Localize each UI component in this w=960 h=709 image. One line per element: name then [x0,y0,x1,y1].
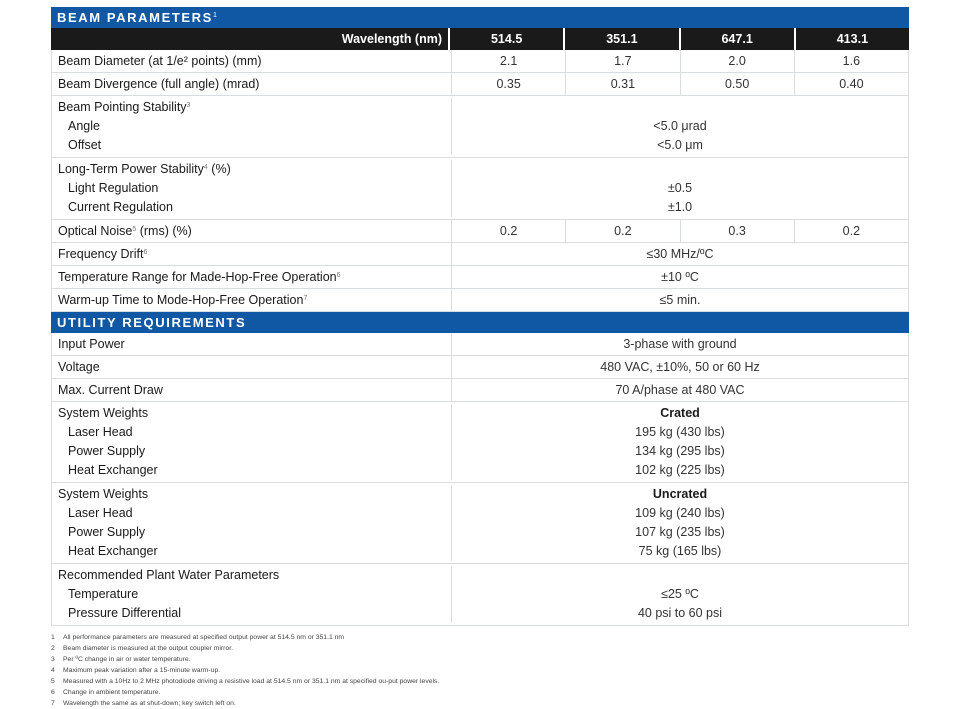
wavelength-col: 514.5 [448,28,563,50]
row-label: Beam Diameter (at 1/e² points) (mm) [52,50,452,72]
table-row [52,289,908,312]
table-cell: ≤30 MHz/ºC [646,247,714,261]
row-label-group [52,160,452,217]
footnote-ref: 7 [303,295,308,302]
table-cell: 0.3 [681,220,795,242]
row-label-group [52,98,452,155]
column-subheading: Uncrated [652,487,708,501]
row-label: Beam Pointing Stability [58,100,187,114]
wavelength-header-row [51,28,909,50]
table-cell: 40 psi to 60 psi [637,606,723,620]
footnote: 2 Beam diameter is measured at the output coupler mirror. [51,645,234,652]
table-cell: 70 A/phase at 480 VAC [615,383,745,397]
table-cell: 0.2 [842,224,861,238]
table-row [52,266,908,289]
table-cell: 0.2 [566,220,680,242]
footnotes [51,632,439,709]
wavelength-label: Wavelength (nm) [341,32,442,46]
sub-label: Current Regulation [68,200,173,214]
table-row [52,96,908,158]
footnote: 1 All performance parameters are measured at specified output power at 514.5 nm or 351.1 nm [51,634,345,641]
sub-label: Light Regulation [68,181,159,195]
table-row [52,564,908,626]
row-label: Voltage [52,356,452,378]
footnote-ref: 3 [186,102,191,109]
table-row [52,483,908,564]
table-row [52,333,908,356]
value-group [452,566,908,623]
value-group [452,485,908,561]
table-cell: ≤5 min. [659,293,701,307]
table-row [52,73,908,96]
sub-label: Laser Head [68,425,133,439]
row-label: Long-Term Power Stability [58,162,204,176]
footnote-ref: 4 [203,164,208,171]
table-row [52,402,908,483]
row-label-group [52,566,452,623]
utility-requirements-body [51,333,909,626]
beam-parameters-title: BEAM PARAMETERS [57,10,213,25]
unit-label: (%) [207,162,231,176]
row-label-group [52,404,452,480]
table-cell: 75 kg (165 lbs) [638,544,722,558]
table-row [52,379,908,402]
table-cell: 1.6 [842,54,861,68]
sub-label: Angle [68,119,100,133]
table-cell: 102 kg (225 lbs) [635,463,725,477]
utility-requirements-heading [51,312,909,333]
footnote-ref: 5 [132,226,137,233]
row-label: Optical Noise$^5$ (rms) (%) [52,220,452,242]
footnote: 4 Maximum peak variation after a 15-minute warm-up. [51,667,221,674]
row-label: Recommended Plant Water Parameters [58,568,280,582]
footnote: 3 Per ºC change in air or water temperature. [51,656,191,663]
table-cell: 3-phase with ground [623,337,737,351]
footnote: 7 Wavelength the same as at shut-down; key switch left on. [51,700,236,707]
table-row [52,243,908,266]
table-cell: 1.7 [566,50,680,72]
row-label: Temperature Range for Made-Hop-Free Operation$^6$ [52,266,452,288]
table-cell: 0.40 [839,77,864,91]
footnote-ref: 1 [212,12,217,19]
sub-label: Power Supply [68,444,146,458]
table-cell: 2.0 [681,50,795,72]
table-cell: ±1.0 [667,200,693,214]
row-label: Frequency Drift$^6$ [52,243,452,265]
row-label: Warm-up Time to Mode-Hop-Free Operation$^7$ [52,289,452,311]
spec-table [51,7,909,626]
wavelength-col: 647.1 [679,28,794,50]
sub-label: Heat Exchanger [68,463,158,477]
table-cell: ±0.5 [667,181,693,195]
table-row [52,356,908,379]
table-cell: 195 kg (430 lbs) [635,425,725,439]
table-cell: 0.31 [566,73,680,95]
value-group [452,160,908,217]
value-group [452,404,908,480]
row-label: System Weights [58,487,149,501]
table-cell: 0.50 [681,73,795,95]
wavelength-col: 413.1 [794,28,909,50]
footnote: 6 Change in ambient temperature. [51,689,161,696]
sub-label: Offset [68,138,102,152]
table-cell: 107 kg (235 lbs) [635,525,725,539]
row-label: Input Power [52,333,452,355]
footnote-ref: 6 [143,249,148,256]
table-row [52,158,908,220]
wavelength-col: 351.1 [563,28,678,50]
sub-label: Heat Exchanger [68,544,158,558]
column-subheading: Crated [660,406,700,420]
beam-parameters-heading [51,7,909,28]
value-group [452,98,908,155]
row-label: Beam Divergence (full angle) (mrad) [52,73,452,95]
table-cell: 0.2 [452,220,566,242]
sub-label: Temperature [68,587,139,601]
row-label: System Weights [58,406,149,420]
footnote-ref: 6 [336,272,341,279]
table-cell: 2.1 [452,50,566,72]
table-cell: 0.35 [452,73,566,95]
table-cell: <5.0 μrad [653,119,707,133]
table-cell: <5.0 μm [657,138,703,152]
table-row [52,220,908,243]
table-cell: ≤25 ºC [661,587,699,601]
footnote: 5 Measured with a 10Hz to 2 MHz photodiode driving a resistive load at 514.5 nm or 351.1 nm at specified ou-put power levels. [51,678,440,685]
table-row [52,50,908,73]
sub-label: Laser Head [68,506,133,520]
sub-label: Power Supply [68,525,146,539]
utility-requirements-title: UTILITY REQUIREMENTS [57,315,247,330]
table-cell: 109 kg (240 lbs) [635,506,725,520]
row-label: Max. Current Draw [52,379,452,401]
sub-label: Pressure Differential [68,606,182,620]
row-label-group [52,485,452,561]
table-cell: 480 VAC, ±10%, 50 or 60 Hz [600,360,760,374]
beam-parameters-body [51,50,909,312]
table-cell: 134 kg (295 lbs) [635,444,725,458]
table-cell: ±10 ºC [661,270,699,284]
